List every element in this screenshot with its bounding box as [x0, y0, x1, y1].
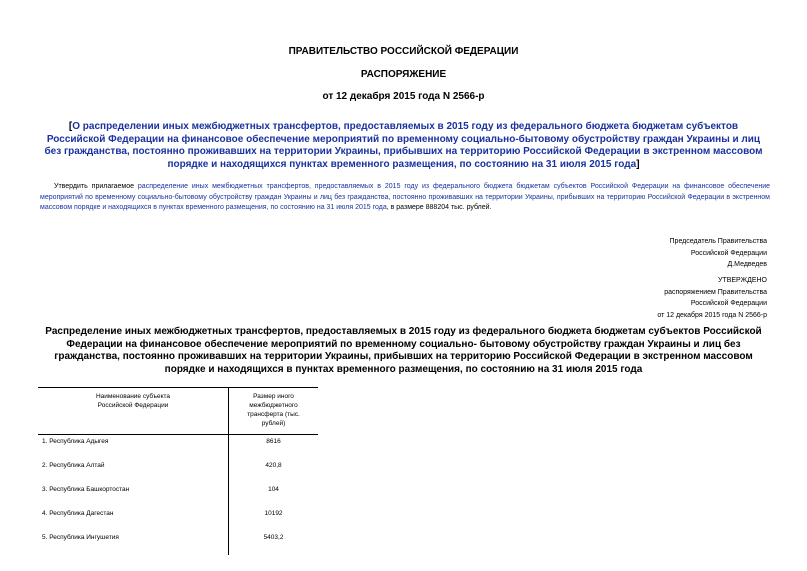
transfer-amount: 10192	[229, 507, 318, 531]
transfer-amount: 104	[229, 483, 318, 507]
transfer-amount: 5403,2	[229, 531, 318, 555]
title-bracket-close: ]	[636, 158, 640, 170]
signature-name: Д.Медведев	[727, 261, 767, 268]
column-header-amount: Размер иного межбюджетного трансферта (тыс. рублей)	[229, 388, 318, 435]
table-row	[38, 459, 318, 483]
order-paragraph	[40, 182, 770, 214]
signature-position: Председатель Правительства	[669, 238, 767, 245]
paragraph-tail: , в размере 888204 тыс. рублей.	[386, 204, 492, 211]
distribution-title: Распределение иных межбюджетных трансфертов, предоставляемых в 2015 году из федерального бюджета бюджетам субъектов Российской Федерации на финансовое обеспечение мероприятий по временному социально- бытовому обустройству граждан Украины и лиц без гражданства, постоянно проживавших на территории Украины, прибывших на территорию Российской Федерации в экстренном массовом порядке и находящихся в пунктах временного размещения, по состоянию на 31 июля 2015 года	[45, 326, 762, 375]
approval-label: УТВЕРЖДЕНО	[717, 277, 767, 284]
table-row	[38, 507, 318, 531]
transfer-amount: 420,8	[229, 459, 318, 483]
approval-block	[657, 275, 767, 321]
column-header-region: Наименование субъекта Российской Федерации	[38, 388, 229, 435]
region-name: 1. Республика Адыгея	[42, 438, 109, 445]
paragraph-lead: Утвердить прилагаемое	[54, 183, 138, 190]
document-title	[40, 121, 767, 171]
approval-by: распоряжением Правительства	[664, 288, 767, 296]
document-type: РАСПОРЯЖЕНИЕ	[360, 69, 447, 80]
region-name: 3. Республика Башкортостан	[42, 486, 130, 493]
government-heading: ПРАВИТЕЛЬСТВО РОССИЙСКОЙ ФЕДЕРАЦИИ	[288, 46, 519, 57]
table-row	[38, 435, 318, 460]
region-name: 5. Республика Ингушетия	[42, 534, 119, 541]
signature-block	[670, 236, 767, 271]
table-row	[38, 483, 318, 507]
region-name: 4. Республика Дагестан	[42, 510, 114, 517]
transfer-amount: 8616	[229, 435, 318, 460]
document-title-link[interactable]: О распределении иных межбюджетных трансфертов, предоставляемых в 2015 году из федерального бюджета бюджетам субъектов Российской Федерации на финансовое обеспечение мероприятий по временному социально-бытовому обустройству граждан Украины и лиц без гражданства, постоянно проживавших на территории Украины, прибывших на территорию Российской Федерации в экстренном массовом порядке и находящихся пунктах временного размещения, по состоянию на 31 июля 2015 года	[44, 121, 763, 170]
distribution-link[interactable]: распределение иных межбюджетных трансфертов, предоставляемых в 2015 году из федерального бюджета бюджетам субъектов Российской Федерации на финансовое обеспечение мероприятий по временному социально-бытовому обустройству граждан Украины и лиц без гражданства, постоянно проживавших на территории Украины, прибывших на территорию Российской Федерации в экстренном массовом порядке и находящихся в пунктах временного размещения, по состоянию на 31 июля 2015 года	[40, 183, 771, 211]
table-header-row	[38, 388, 318, 435]
signature-country: Российской Федерации	[690, 249, 767, 257]
document-date-number: от 12 декабря 2015 года N 2566-р	[322, 91, 485, 102]
title-bracket-open: [	[68, 121, 73, 132]
table-row	[38, 531, 318, 555]
approval-country: Российской Федерации	[690, 300, 767, 307]
distribution-table	[38, 387, 318, 555]
approval-date: от 12 декабря 2015 года N 2566-р	[657, 311, 767, 319]
region-name: 2. Республика Алтай	[42, 462, 105, 469]
